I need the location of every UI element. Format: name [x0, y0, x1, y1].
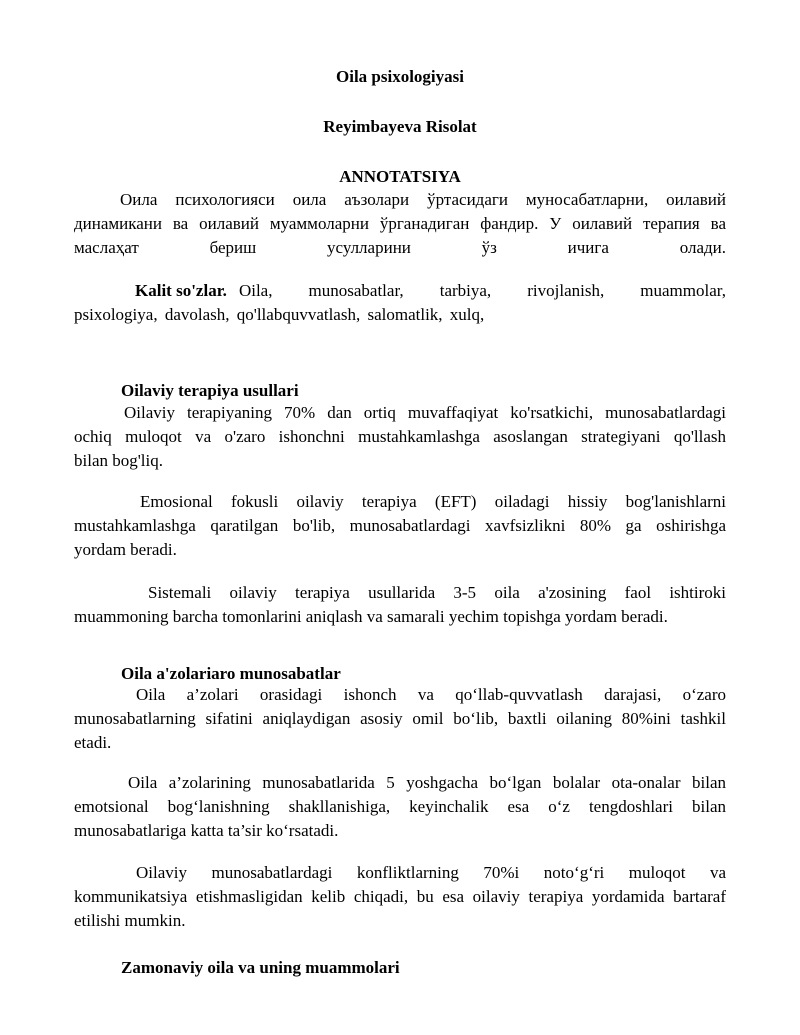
- annotation-line: маслаҳат бериш усулларини ўз ичига олади.: [74, 238, 726, 257]
- section2-paragraph-2: [74, 771, 726, 843]
- paragraph-line: bilan bog'liq.: [74, 451, 164, 470]
- paragraph-line: emotsional bog‘lanishning shakllanishiga, keyinchalik esa o‘z tengdoshlari bilan: [74, 797, 726, 816]
- paragraph-line: muammoning barcha tomonlarini aniqlash va samarali yechim topishga yordam beradi.: [74, 607, 668, 626]
- paragraph-line: Oilaviy munosabatlardagi konfliktlarning 70%i noto‘g‘ri muloqot va: [136, 863, 726, 882]
- paragraph-line: kommunikatsiya etishmasligidan kelib chiqadi, bu esa oilaviy terapiya yordamida bartaraf: [74, 887, 726, 906]
- section2-paragraph-1: [74, 683, 726, 755]
- section-heading: Oila a'zolariaro munosabatlar: [121, 664, 341, 683]
- keywords-text: Oila, munosabatlar, tarbiya, rivojlanish, muammolar,: [238, 281, 726, 300]
- annotation-line: динамикани ва оилавий муаммоларни ўрганадиган фандир. У оилавий терапия ва: [74, 214, 726, 233]
- paragraph-line: ochiq muloqot va o'zaro ishonchni mustahkamlashga asoslangan strategiyani qo'llash: [74, 427, 726, 446]
- paragraph-line: Oilaviy terapiyaning 70% dan ortiq muvaffaqiyat ko'rsatkichi, munosabatlardagi: [124, 403, 726, 422]
- paragraph-line: munosabatlarning sifatini aniqlaydigan asosiy omil bo‘lib, baxtli oilaning 80%ini tashkil: [74, 709, 726, 728]
- paragraph-line: etilishi mumkin.: [74, 911, 186, 930]
- section1-paragraph-1: [74, 401, 726, 473]
- keywords-text: psixologiya, davolash, qo'llabquvvatlash, salomatlik, xulq,: [74, 305, 485, 324]
- paragraph-line: mustahkamlashga qaratilgan bo'lib, munosabatlardagi xavfsizlikni 80% ga oshirishga: [74, 516, 726, 535]
- paragraph-line: Sistemali oilaviy terapiya usullarida 3-5 oila a'zosining faol ishtiroki: [148, 583, 726, 602]
- paragraph-line: Oila a’zolari orasidagi ishonch va qo‘llab-quvvatlash darajasi, o‘zaro: [136, 685, 726, 704]
- annotation-paragraph: [74, 188, 726, 260]
- paragraph-line: etadi.: [74, 733, 112, 752]
- document-title: Oila psixologiyasi: [336, 67, 464, 86]
- paragraph-line: yordam beradi.: [74, 540, 177, 559]
- paragraph-line: Emosional fokusli oilaviy terapiya (EFT) oiladagi hissiy bog'lanishlarni: [140, 492, 726, 511]
- section1-paragraph-3: [74, 581, 726, 629]
- section-heading: Zamonaviy oila va uning muammolari: [121, 958, 400, 977]
- keywords-label: Kalit so'zlar.: [135, 281, 227, 300]
- paragraph-line: Oila a’zolarining munosabatlarida 5 yoshgacha bo‘lgan bolalar ota-onalar bilan: [128, 773, 726, 792]
- paragraph-line: munosabatlariga katta ta’sir ko‘rsatadi.: [74, 821, 339, 840]
- keywords-line: [74, 279, 726, 303]
- keywords-paragraph: [74, 279, 726, 327]
- annotation-heading: ANNOTATSIYA: [339, 167, 461, 186]
- section1-paragraph-2: [74, 490, 726, 562]
- annotation-line: Оила психологияси оила аъзолари ўртасидаги муносабатларни, оилавий: [120, 190, 726, 209]
- document-author: Reyimbayeva Risolat: [323, 117, 477, 136]
- section-heading: Oilaviy terapiya usullari: [121, 381, 299, 400]
- section2-paragraph-3: [74, 861, 726, 933]
